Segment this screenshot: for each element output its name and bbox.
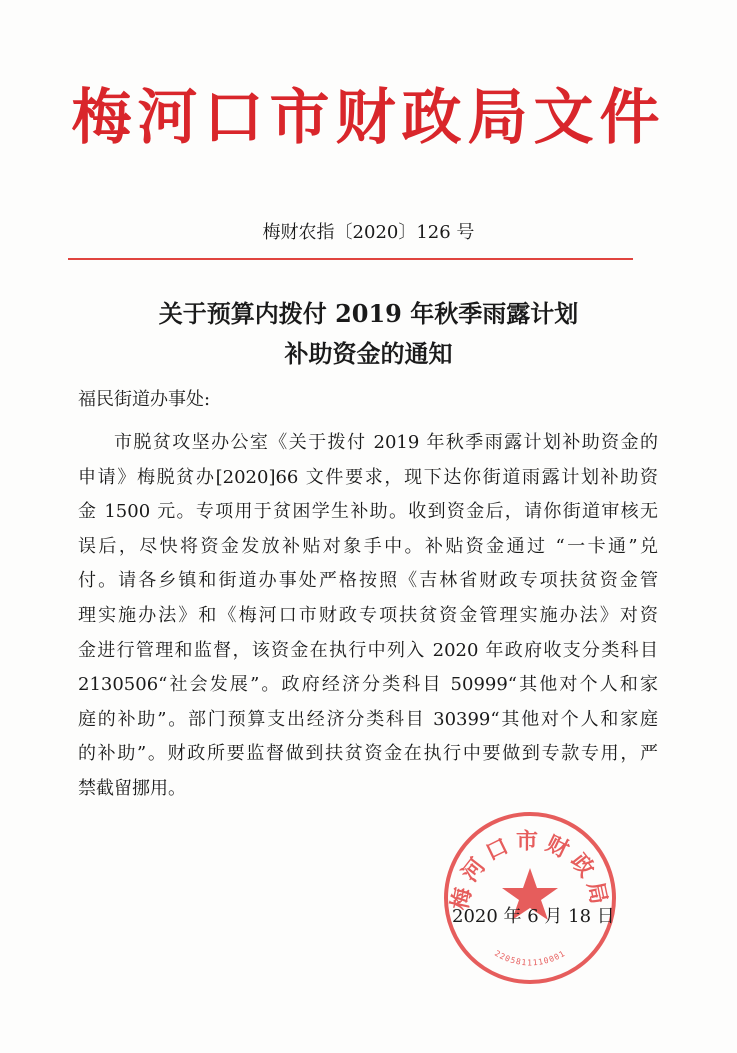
body-line: 的补助”。财政所要监督做到扶贫资金在执行中要做到专款专用，严 [78,743,658,765]
body-line: 误后，尽快将资金发放补贴对象手中。补贴资金通过 “一卡通”兑 [78,535,658,557]
body-line: 2130506“社会发展”。政府经济分类科目 50999“其他对个人和家 [78,674,658,696]
body-line: 禁截留挪用。 [78,777,186,799]
body-line: 市脱贫攻坚办公室《关于拨付 2019 年秋季雨露计划补助资金的 [114,432,658,453]
notice-body [78,426,658,807]
body-line: 金 1500 元。专项用于贫困学生补助。收到资金后，请你街道审核无 [78,501,658,523]
notice-title [0,294,737,374]
body-line: 付。请各乡镇和街道办事处严格按照《吉林省财政专项扶贫资金管 [78,570,658,592]
official-seal [440,808,620,988]
issue-date: 2020 年 6 月 18 日 [452,906,615,927]
header-divider [68,258,633,260]
document-header-title: 梅河口市财政局文件 [71,83,666,153]
notice-title-line-2: 补助资金的通知 [284,339,453,368]
body-line: 金进行管理和监督，该资金在执行中列入 2020 年政府收支分类科目 [78,639,658,661]
body-line: 理实施办法》和《梅河口市财政专项扶贫资金管理实施办法》对资 [78,604,658,626]
seal-name-text: 梅河口市财政局 [447,829,613,913]
body-line: 庭的补助”。部门预算支出经济分类科目 30399“其他对个人和家庭 [78,708,658,730]
body-line: 申请》梅脱贫办[2020]66 文件要求，现下达你街道雨露计划补助资 [78,466,658,488]
document-number: 梅财农指〔2020〕126 号 [262,222,475,243]
seal-serial-text: 2205811110001 [492,948,568,968]
recipient: 福民街道办事处: [78,389,211,410]
notice-title-line-1: 关于预算内拨付 2019 年秋季雨露计划 [158,299,579,328]
